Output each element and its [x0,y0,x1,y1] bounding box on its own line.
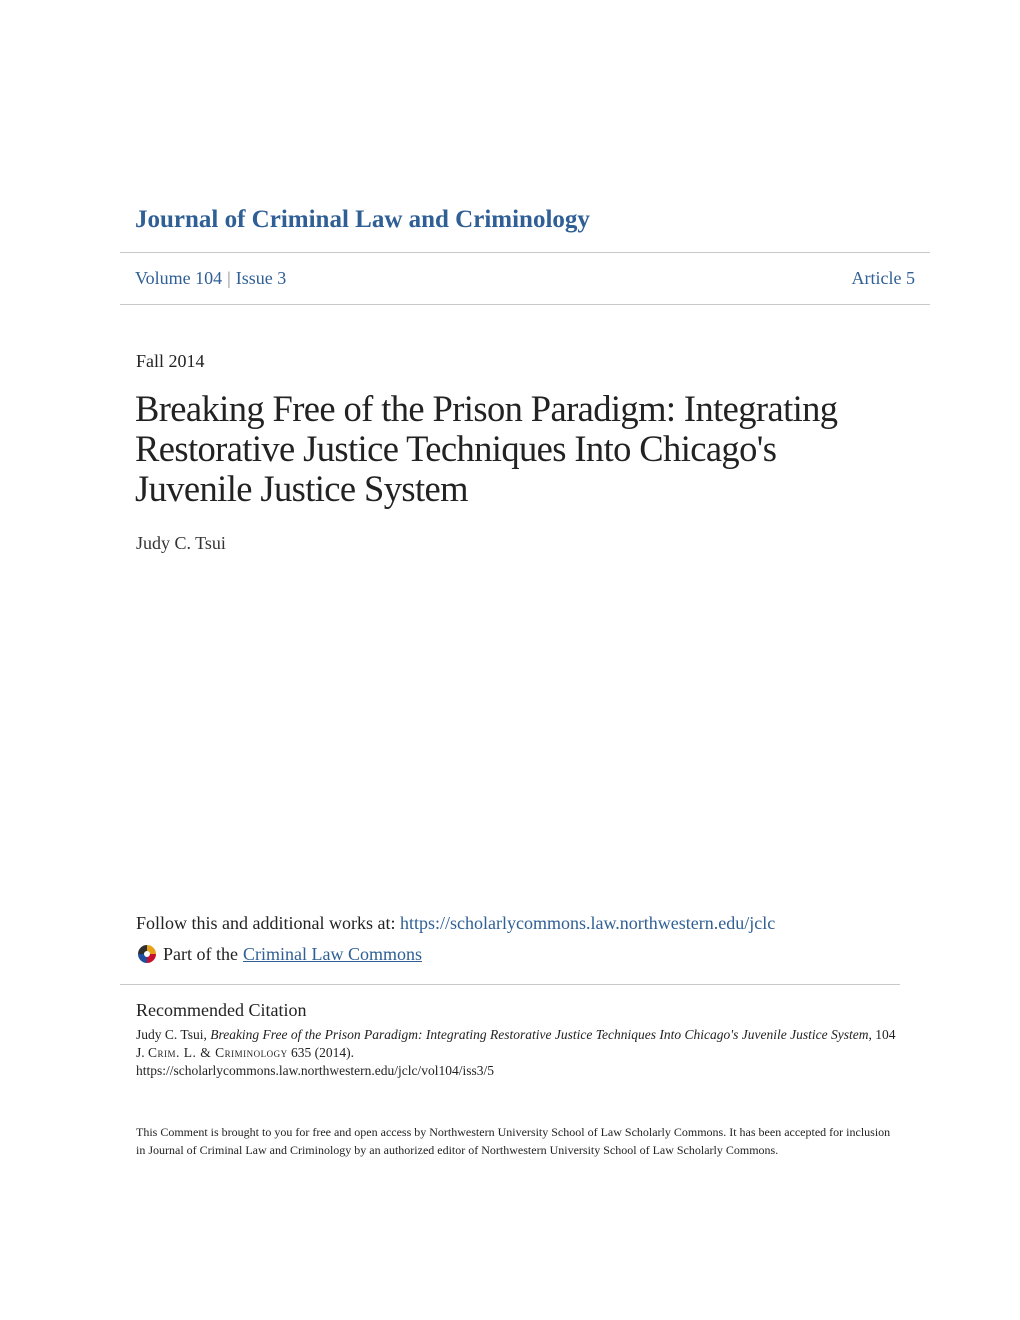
author-name[interactable]: Judy C. Tsui [136,533,226,553]
volume-link[interactable]: Volume 104 [135,268,223,288]
citation-divider [120,984,900,985]
part-of-line [136,943,422,965]
header-bottom-divider [120,304,930,305]
follow-url-link[interactable]: https://scholarlycommons.law.northwestern.edu/jclc [399,913,776,933]
volume-issue-separator: | [227,268,231,288]
follow-prefix: Follow this and additional works at: [136,913,400,933]
follow-line [136,913,775,934]
footer-note: This Comment is brought to you for free and open access by Northwestern University School of Law Scholarly Commons. It has been accepted for inclusion in Journal of Criminal Law and Criminology by an authorized editor of Northwestern University School of Law Scholarly Commons. [136,1125,891,1157]
citation-url[interactable]: https://scholarlycommons.law.northwestern.edu/jclc/vol104/iss3/5 [136,1063,494,1078]
citation-journal: Crim. L. & Criminology [148,1045,288,1060]
issue-link[interactable]: Issue 3 [235,268,287,288]
header-top-divider [120,252,930,253]
journal-title[interactable]: Journal of Criminal Law and Criminology [135,206,590,233]
citation-pages-year: 635 (2014). [287,1045,355,1060]
volume-issue-line [135,268,286,289]
part-of-prefix: Part of the [163,943,238,964]
citation-author: Judy C. Tsui, [136,1027,211,1042]
network-commons-icon [136,943,158,965]
citation-heading: Recommended Citation [136,1000,307,1020]
paper-title: Breaking Free of the Prison Paradigm: Integrating Restorative Justice Techniques Into Chicago's Juvenile Justice System [135,388,838,509]
publication-date: Fall 2014 [136,351,205,371]
citation-text [136,1026,896,1080]
article-link[interactable]: Article 5 [851,268,915,288]
citation-after-title: , 104 J. [136,1027,896,1060]
commons-link[interactable]: Criminal Law Commons [242,943,422,964]
citation-title: Breaking Free of the Prison Paradigm: Integrating Restorative Justice Techniques Into Chicago's Juvenile Justice System [210,1027,869,1042]
